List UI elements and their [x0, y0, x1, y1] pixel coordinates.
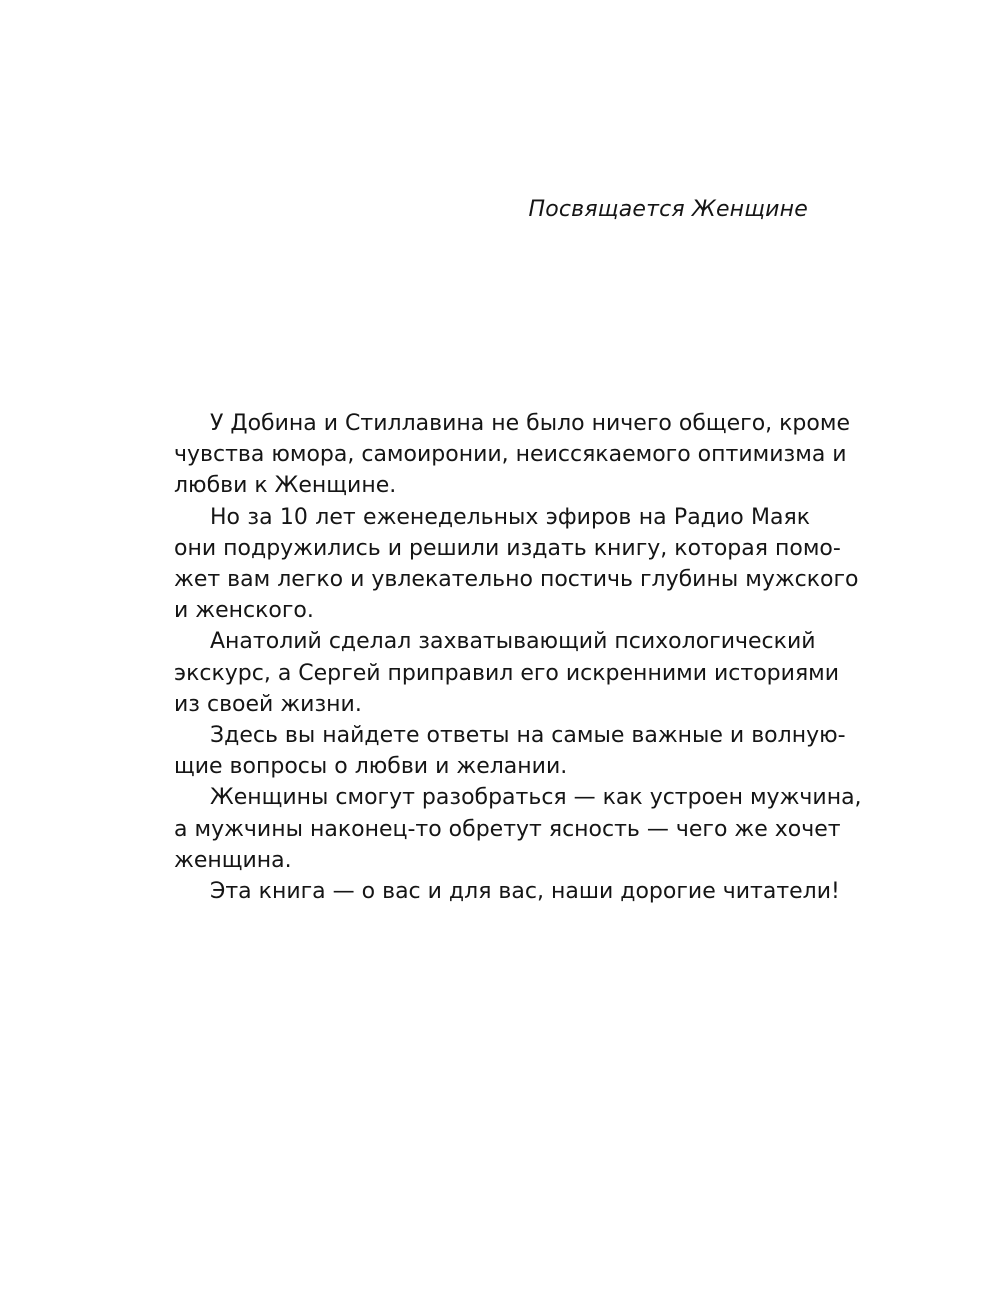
paragraph-line: экскурс, а Сергей приправил его искренними историями — [174, 660, 840, 686]
paragraph-line: любви к Женщине. — [174, 473, 397, 499]
paragraph-line: а мужчины наконец-то обретут ясность — чего же хочет — [174, 816, 841, 842]
paragraph-6 — [174, 876, 840, 907]
paragraph-5 — [174, 782, 862, 876]
paragraph-1 — [174, 408, 850, 502]
paragraph-4 — [174, 720, 846, 782]
paragraph-line: Анатолий сделал захватывающий психологический — [210, 629, 816, 655]
paragraph-line: они подружились и решили издать книгу, которая помо- — [174, 535, 841, 561]
paragraph-line: У Добина и Стиллавина не было ничего общего, кроме — [210, 411, 850, 436]
paragraph-line: из своей жизни. — [174, 691, 362, 717]
dedication: Посвящается Женщине — [528, 197, 808, 222]
paragraph-2 — [174, 502, 859, 627]
paragraph-line: жет вам легко и увлекательно постичь глубины мужского — [174, 567, 859, 593]
paragraph-line: Но за 10 лет еженедельных эфиров на Радио Маяк — [210, 504, 810, 530]
paragraph-line: Эта книга — о вас и для вас, наши дорогие читатели! — [210, 879, 840, 905]
paragraph-line: чувства юмора, самоиронии, неиссякаемого оптимизма и — [174, 442, 847, 468]
paragraph-line: щие вопросы о любви и желании. — [174, 754, 568, 780]
annotation-text — [174, 408, 862, 907]
paragraph-line: и женского. — [174, 598, 314, 624]
paragraph-line: женщина. — [174, 847, 292, 873]
paragraph-line: Здесь вы найдете ответы на самые важные и волную- — [210, 723, 846, 749]
paragraph-3 — [174, 626, 840, 720]
paragraph-line: Женщины смогут разобраться — как устроен мужчина, — [210, 785, 862, 811]
